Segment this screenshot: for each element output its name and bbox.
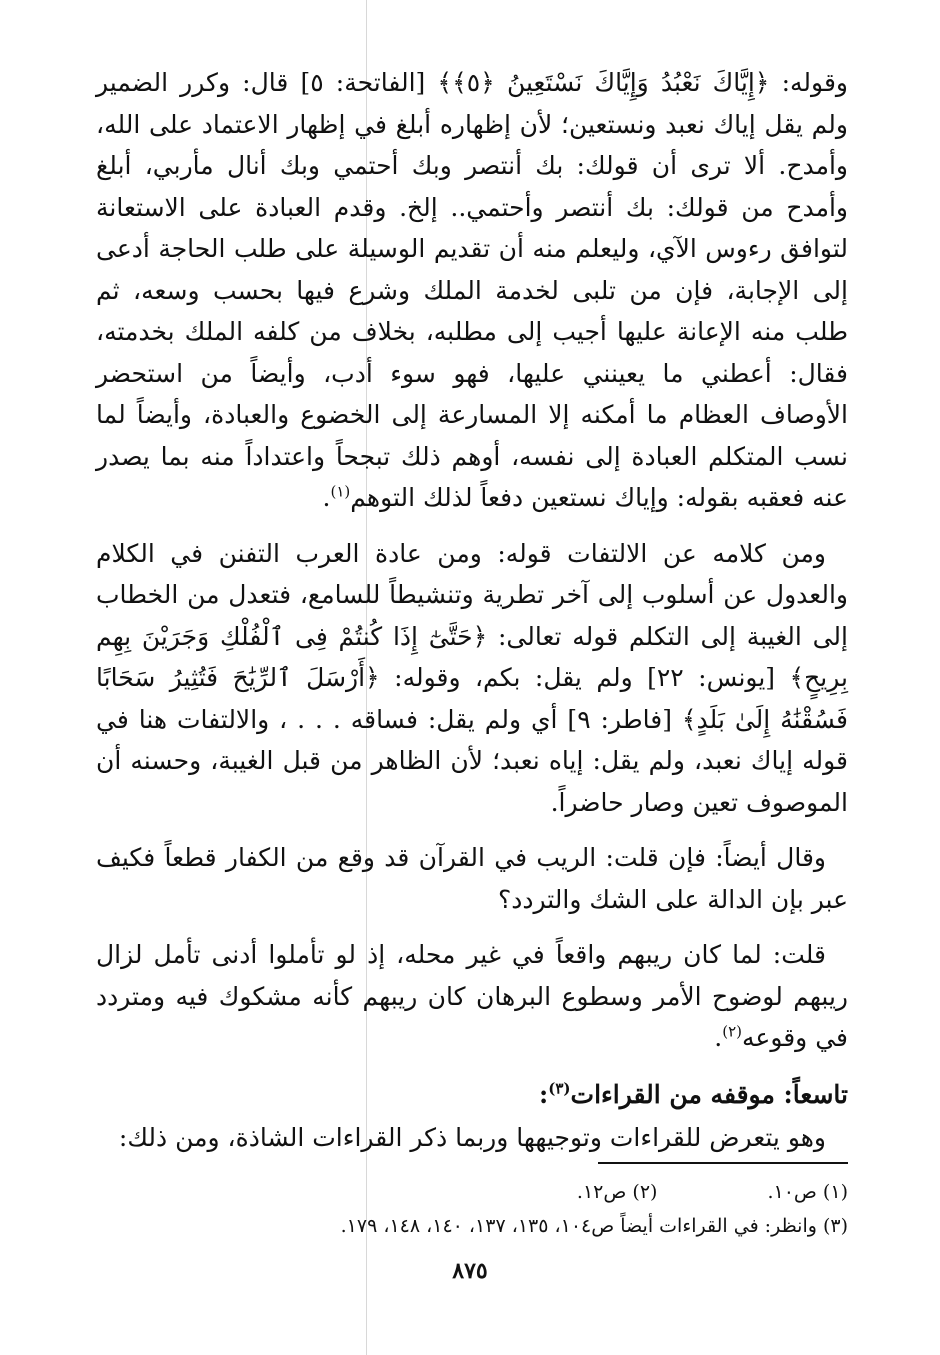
- footnote-1: (١) ص١٠.: [767, 1181, 848, 1203]
- paragraph-closing: [96, 1117, 848, 1159]
- heading-colon: :: [539, 1079, 549, 1109]
- paragraph-text: قلت: لما كان ريبهم واقعاً في غير محله، إذ لو تأملوا أدنى تأمل لزال ريبهم لوضوح الأمر وسطوع البرهان كان ريبهم كأنه مشكوك فيه ومتردد في وقوعه: [96, 940, 848, 1052]
- footnote-row: [96, 1175, 848, 1209]
- paragraph-end: .: [714, 1023, 723, 1052]
- section-heading: [96, 1073, 848, 1117]
- footnote-marker-2: (٢): [722, 1022, 742, 1041]
- footnote-marker-3: (٣): [548, 1079, 571, 1098]
- footnote-marker-1: (١): [330, 482, 351, 501]
- heading-text: تاسعاً: موقفه من القراءات: [570, 1079, 848, 1109]
- paragraph-iyyaka: [96, 62, 848, 519]
- footnote-2: (٢) ص١٢.: [576, 1181, 658, 1203]
- footnote-3: (٣) وانظر: في القراءات أيضاً ص١٠٤، ١٣٥، ١٣٧، ١٤٠، ١٤٨، ١٧٩.: [340, 1215, 848, 1237]
- footnote-separator: [598, 1162, 848, 1164]
- page-body: [96, 62, 848, 1172]
- paragraph-text: وقوله: ﴿إِيَّاكَ نَعْبُدُ وَإِيَّاكَ نَسْتَعِينُ ﴿٥﴾﴾ [الفاتحة: ٥] قال: وكرر الضمير ولم يقل إياك نعبد ونستعين؛ لأن إظهاره أبلغ في إظهار الاعتماد على الله، وأمدح. ألا ترى أن قولك: بك أنتصر وبك أحتمي وبك أنال مأربي، أبلغ وأمدح من قولك: بك أنتصر وأحتمي.. إلخ. وقدم العبادة على الاستعانة لتوافق رءوس الآي، وليعلم منه أن تقديم الوسيلة على طلب الحاجة أدعى إلى الإجابة، فإن من تلبى لخدمة الملك وشرع فيها بحسب وسعه، ثم طلب منه الإعانة عليها أجيب إلى مطلبه، بخلاف من كلفه الملك بخدمته، فقال: أعطني ما يعينني عليها، فهو سوء أدب، وأيضاً من استحضر الأوصاف العظام ما أمكنه إلا المسارعة إلى الخضوع والعبادة، وأيضاً لما نسب المتكلم العبادة إلى نفسه، أوهم ذلك تبجحاً واعتداداً منه بما يصدر عنه فعقبه بقوله: وإياك نستعين دفعاً لذلك التوهم: [96, 68, 849, 512]
- paragraph-iltifat: [96, 533, 848, 824]
- paragraph-rayb-question: [96, 837, 848, 920]
- footnotes: [96, 1175, 848, 1243]
- paragraph-end: .: [322, 483, 331, 512]
- paragraph-rayb-answer: [96, 934, 848, 1059]
- paragraph-text: ومن كلامه عن الالتفات قوله: ومن عادة العرب التفنن في الكلام والعدول عن أسلوب إلى آخر تطرية وتنشيطاً للسامع، فتعدل من الخطاب إلى الغيبة إلى التكلم قوله تعالى: ﴿حَتَّىٰٓ إِذَا كُنتُمْ فِى ٱلْفُلْكِ وَجَرَيْنَ بِهِم بِرِيحٍ﴾ [يونس: ٢٢] ولم يقل: بكم، وقوله: ﴿أَرْسَلَ ٱلرِّيَٰحَ فَتُثِيرُ سَحَابًا فَسُقْنَٰهُ إِلَىٰ بَلَدٍ﴾ [فاطر: ٩] أي ولم يقل: فساقه . . . ، والالتفات هنا في قوله إياك نعبد، ولم يقل: إياه نعبد؛ لأن الظاهر من قبل الغيبة، وحسنه أن الموصوف تعين وصار حاضراً.: [96, 538, 848, 817]
- paragraph-text: وقال أيضاً: فإن قلت: الريب في القرآن قد وقع من الكفار قطعاً فكيف عبر بإن الدالة على الشك والتردد؟: [96, 843, 848, 914]
- page-number: ٨٧٥: [452, 1258, 488, 1284]
- footnote-row: [96, 1209, 848, 1243]
- paragraph-text: وهو يتعرض للقراءات وتوجيهها وربما ذكر القراءات الشاذة، ومن ذلك:: [118, 1122, 826, 1152]
